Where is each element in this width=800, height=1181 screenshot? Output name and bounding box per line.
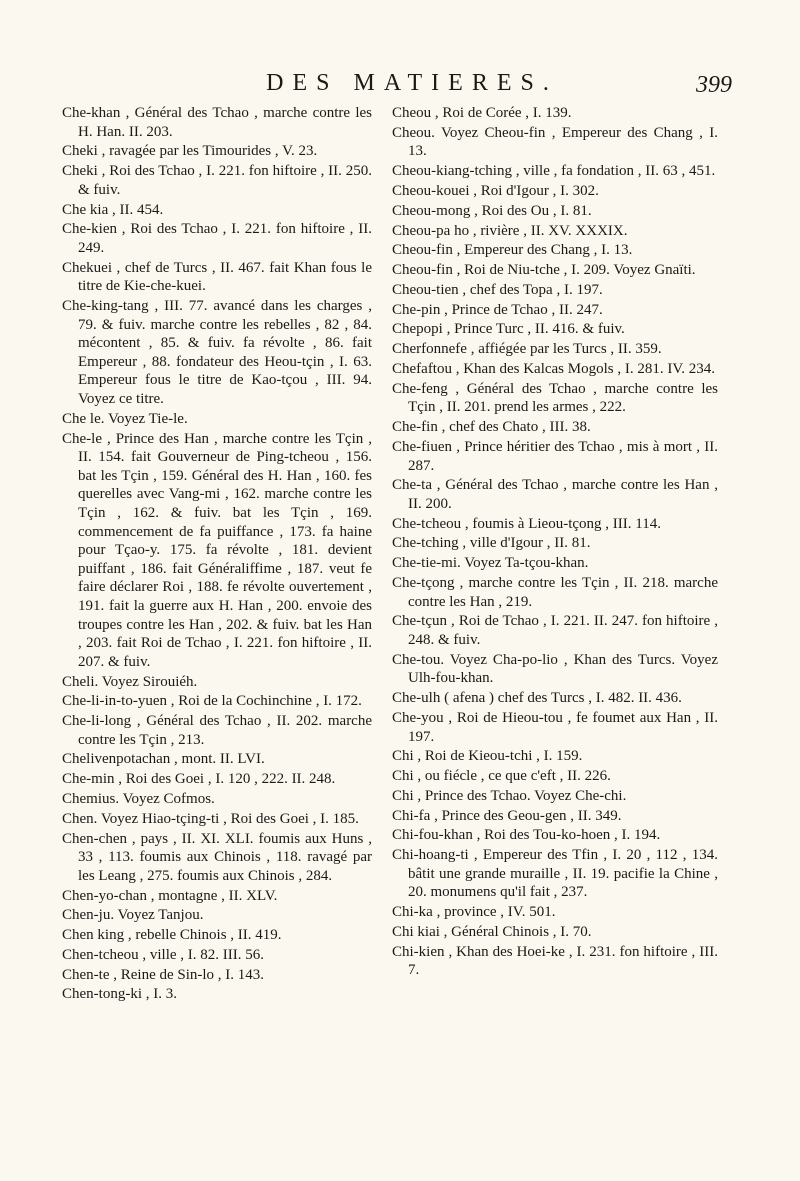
index-entry: Chen-te , Reine de Sin-lo , I. 143.	[62, 966, 265, 983]
page-number: 399	[696, 72, 732, 98]
index-entry: Che-li-long , Général des Tchao , II. 202. marche contre les Tçin , 213.	[62, 713, 372, 748]
index-entry: Che-tie-mi. Voyez Ta-tçou-khan.	[392, 555, 589, 572]
index-entry: Chi kiai , Général Chinois , I. 70.	[392, 923, 592, 940]
index-entry: Chi-fa , Prince des Geou-gen , II. 349.	[392, 807, 622, 824]
index-entry: Che-tçun , Roi de Tchao , I. 221. II. 247. fon hiftoire , 248. & fuiv.	[392, 613, 718, 648]
index-entry: Chen. Voyez Hiao-tçing-ti , Roi des Goei , I. 185.	[62, 810, 359, 827]
index-entry: Chi-ka , province , IV. 501.	[392, 904, 556, 921]
index-entry: Cheou-fin , Roi de Niu-tche , I. 209. Voyez Gnaïti.	[392, 262, 696, 279]
index-entry: Chi , ou fiécle , ce que c'eft , II. 226.	[392, 768, 611, 785]
index-entry: Chekuei , chef de Turcs , II. 467. fait Khan fous le titre de Kie-che-kuei.	[62, 259, 372, 295]
index-entry: Chen-yo-chan , montagne , II. XLV.	[62, 887, 278, 904]
index-entry: Che-tcheou , foumis à Lieou-tçong , III. 114.	[392, 515, 661, 532]
index-entry: Che-fiuen , Prince héritier des Tchao , mis à mort , II. 287.	[392, 438, 718, 474]
index-entry: Che-pin , Prince de Tchao , II. 247.	[392, 301, 603, 318]
index-entry: Chen-tcheou , ville , I. 82. III. 56.	[62, 946, 265, 963]
index-entry: Chen-chen , pays , II. XI. XLI. foumis aux Huns , 33 , 113. foumis aux Chinois , 118. ravagé par les Leang , 275. foumis aux Chinois , 284.	[62, 830, 372, 884]
index-entry: Che-kien , Roi des Tchao , I. 221. fon hiftoire , II. 249.	[62, 221, 372, 256]
index-entry: Cheki , Roi des Tchao , I. 221. fon hiftoire , II. 250. & fuiv.	[62, 163, 372, 198]
index-entry: Cheou-fin , Empereur des Chang , I. 13.	[392, 242, 633, 259]
index-entry: Cheou. Voyez Cheou-fin , Empereur des Chang , I. 13.	[392, 124, 718, 160]
index-entry: Cheou-kiang-tching , ville , fa fondation , II. 63 , 451.	[392, 163, 716, 180]
index-entry: Chi-fou-khan , Roi des Tou-ko-hoen , I. 194.	[392, 827, 661, 844]
index-entry: Che-king-tang , III. 77. avancé dans les charges , 79. & fuiv. marche contre les rebelles , 82 , 84. mécontent , 85. & fuiv. fa révolte , 86. fait Empereur , 88. fondateur des Heou-tçin , I. 63. Empereur fous le titre de Kao-tçou , III. 94. Voyez ce titre.	[62, 298, 372, 408]
index-entry: Che-ta , Général des Tchao , marche contre les Han , II. 200.	[392, 477, 718, 512]
index-entry: Chen-ju. Voyez Tanjou.	[62, 907, 204, 924]
right-index-column	[392, 104, 718, 981]
index-entry: Che-tou. Voyez Cha-po-lio , Khan des Turcs. Voyez Ulh-fou-khan.	[392, 651, 718, 687]
index-entry: Cheou-kouei , Roi d'Igour , I. 302.	[392, 182, 599, 199]
running-title: DES MATIERES.	[266, 70, 558, 96]
index-entry: Che-feng , Général des Tchao , marche contre les Tçin , II. 201. prend les armes , 222.	[392, 380, 718, 416]
index-entry: Che-li-in-to-yuen , Roi de la Cochinchine , I. 172.	[62, 693, 362, 710]
index-entry: Che-tching , ville d'Igour , II. 81.	[392, 535, 591, 552]
index-entry: Che le. Voyez Tie-le.	[62, 410, 188, 427]
index-entry: Cheli. Voyez Sirouiéh.	[62, 673, 198, 690]
index-entry: Chi , Prince des Tchao. Voyez Che-chi.	[392, 787, 627, 804]
index-entry: Chi-kien , Khan des Hoei-ke , I. 231. fon hiftoire , III. 7.	[392, 943, 718, 979]
index-entry: Che-min , Roi des Goei , I. 120 , 222. II. 248.	[62, 771, 336, 788]
index-entry: Chen king , rebelle Chinois , II. 419.	[62, 927, 282, 944]
page-header	[92, 70, 732, 106]
index-entry: Che-khan , Général des Tchao , marche contre les H. Han. II. 203.	[62, 105, 372, 140]
index-entry: Chepopi , Prince Turc , II. 416. & fuiv.	[392, 321, 625, 338]
index-entry: Chelivenpotachan , mont. II. LVI.	[62, 751, 265, 768]
index-entry: Chi-hoang-ti , Empereur des Tfin , I. 20 , 112 , 134. bâtit une grande muraille , II. 19. pacifie la Chine , 20. monumens qu'il fait , 237.	[392, 847, 718, 901]
index-entry: Che kia , II. 454.	[62, 201, 164, 218]
index-entry: Cheou , Roi de Corée , I. 139.	[392, 105, 572, 121]
index-entry: Chefaftou , Khan des Kalcas Mogols , I. 281. IV. 234.	[392, 360, 716, 377]
index-entry: Che-le , Prince des Han , marche contre les Tçin , II. 154. fait Gouverneur de Ping-tcheou , 156. bat les Tçin , 159. Général des H. Han , 160. fes querelles avec Vang-mi , 162. marche contre les Tçin , 162. & fuiv. bat les Tçin , 169. commencement de fa puiffance , 173. fa haine pour Tçao-y. 175. fa révolte , 181. devient puiffant , 186. fait Généraliffime , 187. veut fe faire déclarer Roi , 188. fe révolte ouvertement , 191. fait la guerre aux H. Han , 200. envoie des troupes contre les Han , 202. & fuiv. bat les Han , 203. fait Roi de Tchao , I. 221. fon hiftoire , II. 207. & fuiv.	[62, 430, 372, 670]
index-entry: Cheou-pa ho , rivière , II. XV. XXXIX.	[392, 222, 628, 239]
index-entry: Cheki , ravagée par les Timourides , V. 23.	[62, 143, 318, 160]
index-entry: Chen-tong-ki , I. 3.	[62, 986, 177, 1003]
index-entry: Che-ulh ( afena ) chef des Turcs , I. 482. II. 436.	[392, 690, 682, 707]
index-entry: Chemius. Voyez Cofmos.	[62, 791, 215, 807]
index-entry: Cherfonnefe , affiégée par les Turcs , II. 359.	[392, 341, 662, 358]
index-entry: Che-tçong , marche contre les Tçin , II. 218. marche contre les Han , 219.	[392, 575, 718, 610]
index-entry: Che-fin , chef des Chato , III. 38.	[392, 419, 591, 436]
index-entry: Cheou-mong , Roi des Ou , I. 81.	[392, 202, 592, 219]
index-entry: Cheou-tien , chef des Topa , I. 197.	[392, 281, 603, 298]
left-index-column	[62, 104, 372, 1005]
index-entry: Chi , Roi de Kieou-tchi , I. 159.	[392, 748, 583, 765]
index-entry: Che-you , Roi de Hieou-tou , fe foumet aux Han , II. 197.	[392, 709, 718, 745]
